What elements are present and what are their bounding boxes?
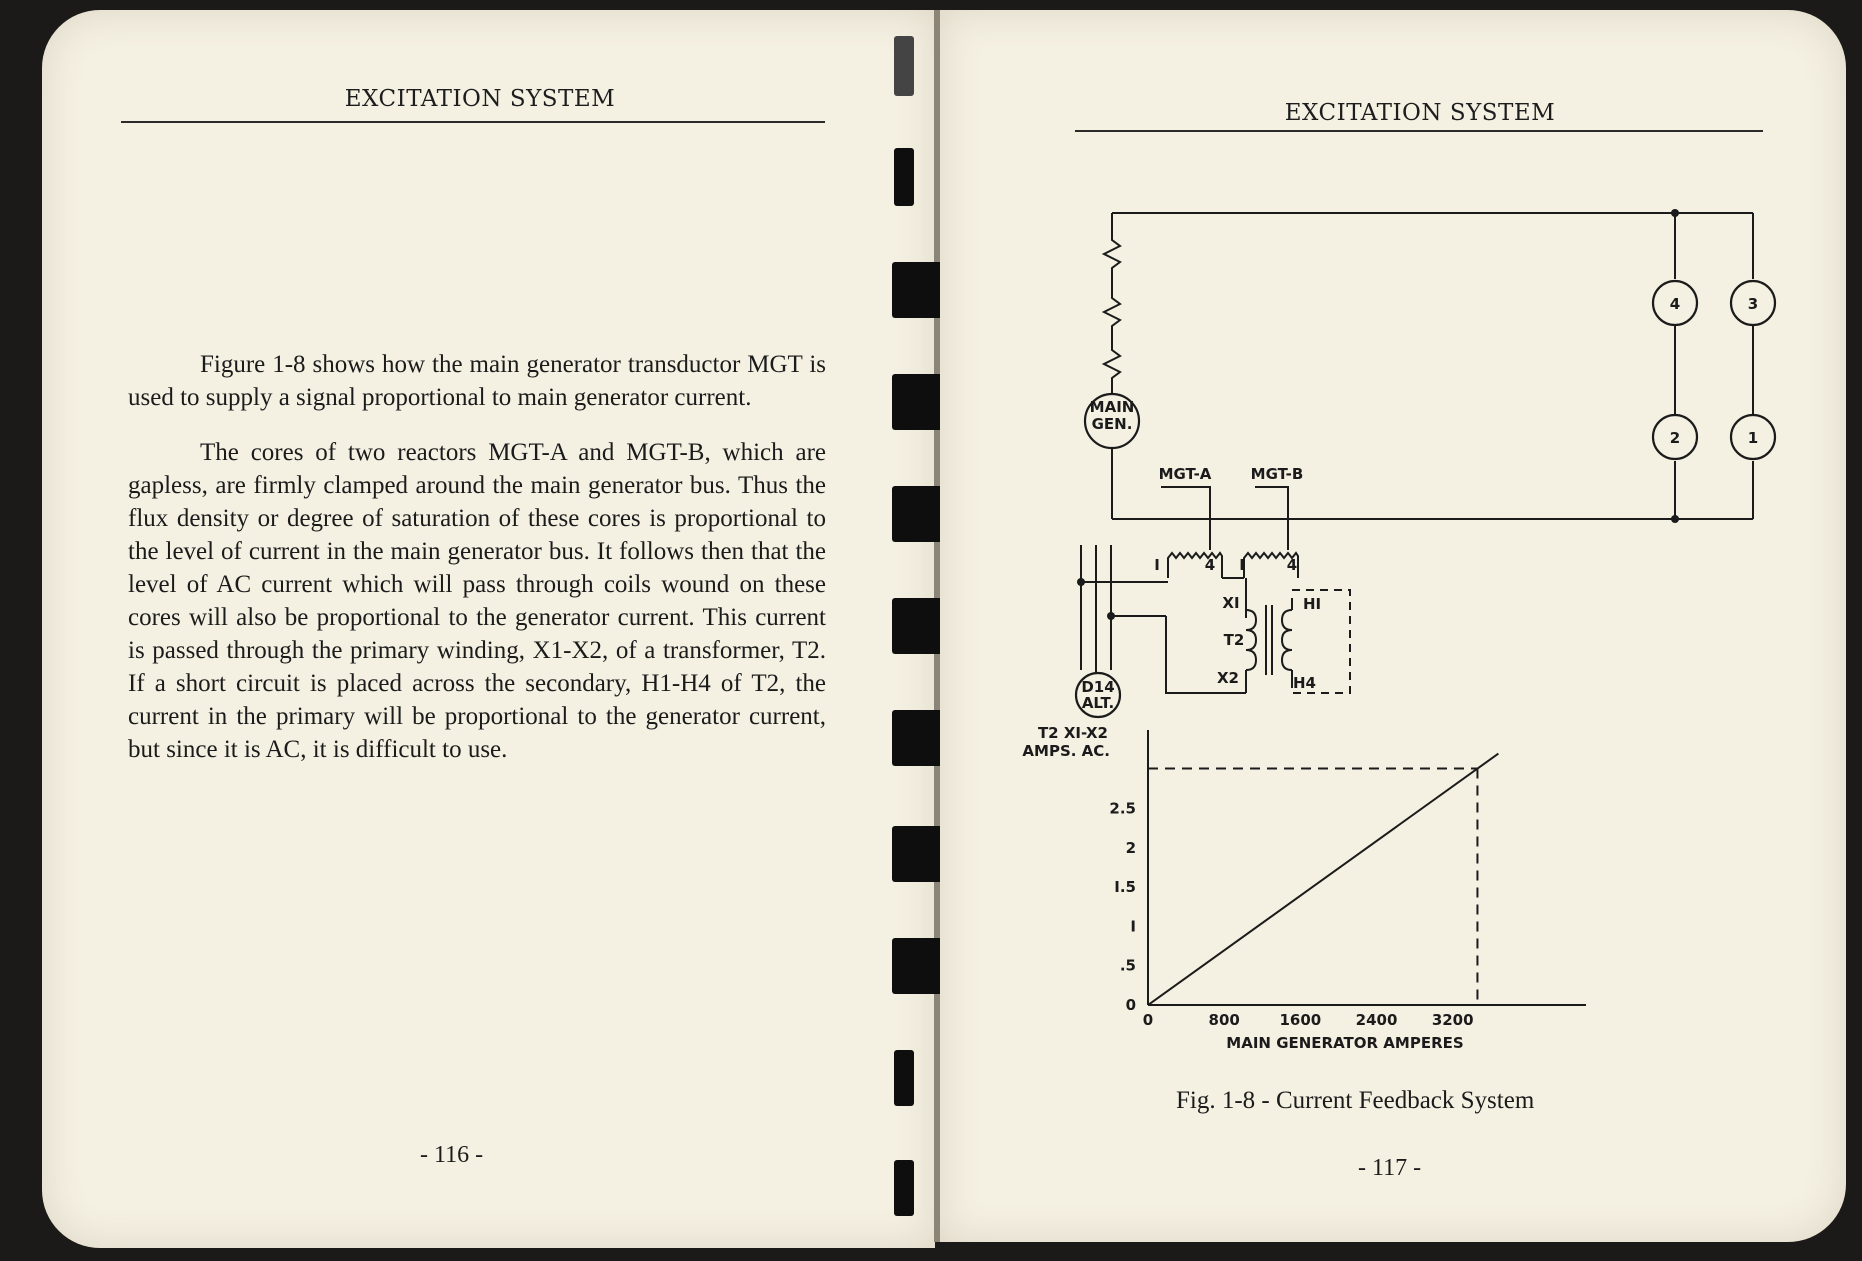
mgt-b-label: MGT-B (1250, 465, 1304, 483)
left-page-header: EXCITATION SYSTEM (344, 86, 616, 112)
junction-dot (1671, 515, 1679, 523)
chart-y-tick-label: .5 (1119, 956, 1136, 975)
terminal-3-label: 3 (1747, 295, 1759, 313)
figure-caption: Fig. 1-8 - Current Feedback System (1176, 1087, 1535, 1114)
terminal-2-label: 2 (1669, 429, 1681, 447)
paragraph-2: The cores of two reactors MGT-A and MGT-B, which are gapless, are firmly clamped around the main generator bus. Thus the flux density or degree of saturation of these cores is proportional to the level of current in the main generator bus. It follows then that the level of AC current which will pass through coils wound on these cores will also be proportional to the generator current. This current is passed through the primary winding, X1-X2, of a transformer, T2. If a short circuit is placed across the secondary, H1-H4 of T2, the current in the primary will be proportional to the generator current, but since it is AC, it is difficult to use. (128, 439, 826, 763)
paragraph-1: Figure 1-8 shows how the main generator transductor MGT is used to supply a signal proportional to main generator current. (128, 351, 826, 411)
chart-ylabel-line2: AMPS. AC. (1022, 742, 1110, 760)
terminal-4-label: 4 (1669, 295, 1681, 313)
chart-x-tick-label: 1600 (1279, 1011, 1322, 1029)
left-page-number: - 116 - (420, 1142, 484, 1168)
h1-label: HI (1303, 595, 1322, 613)
chart-y-tick-label: I (1130, 917, 1136, 936)
chart-y-tick-label: 2.5 (1109, 799, 1136, 818)
chart-x-tick-label: 800 (1208, 1011, 1240, 1029)
junction-dot (1077, 578, 1085, 586)
main-gen-label-2: GEN. (1091, 415, 1133, 433)
chart-y-tick-label: 0 (1125, 996, 1136, 1014)
chart-series-line (1148, 754, 1498, 1005)
chart-y-tick-label: 2 (1125, 838, 1136, 857)
t2-label: T2 (1223, 631, 1245, 649)
x1-label: XI (1222, 594, 1240, 612)
junction-dot (1107, 612, 1115, 620)
terminal-1-label: 1 (1747, 429, 1759, 447)
chart-y-tick-label: I.5 (1114, 878, 1136, 897)
chart-xlabel: MAIN GENERATOR AMPERES (1226, 1034, 1464, 1052)
main-gen-label-1: MAIN (1089, 398, 1135, 416)
alt-label-1: D14 (1081, 678, 1115, 696)
right-page-number: - 117 - (1358, 1155, 1422, 1181)
right-page-header: EXCITATION SYSTEM (1284, 100, 1556, 126)
mgt-a-label: MGT-A (1158, 465, 1212, 483)
chart-x-tick-label: 0 (1142, 1011, 1154, 1029)
chart-x-tick-label: 3200 (1431, 1011, 1474, 1029)
x2-label: X2 (1216, 669, 1240, 687)
chart-ylabel-line1: T2 XI-X2 (1037, 724, 1108, 742)
current-chart (1022, 724, 1586, 1052)
alt-label-2: ALT. (1081, 694, 1115, 712)
h4-label: H4 (1293, 674, 1316, 692)
coil-b-right-label: 4 (1286, 556, 1298, 574)
coil-b-left-label: I (1239, 556, 1245, 574)
chart-x-tick-label: 2400 (1355, 1011, 1398, 1029)
coil-a-right-label: 4 (1204, 556, 1216, 574)
junction-dot (1671, 209, 1679, 217)
coil-a-left-label: I (1154, 556, 1160, 574)
